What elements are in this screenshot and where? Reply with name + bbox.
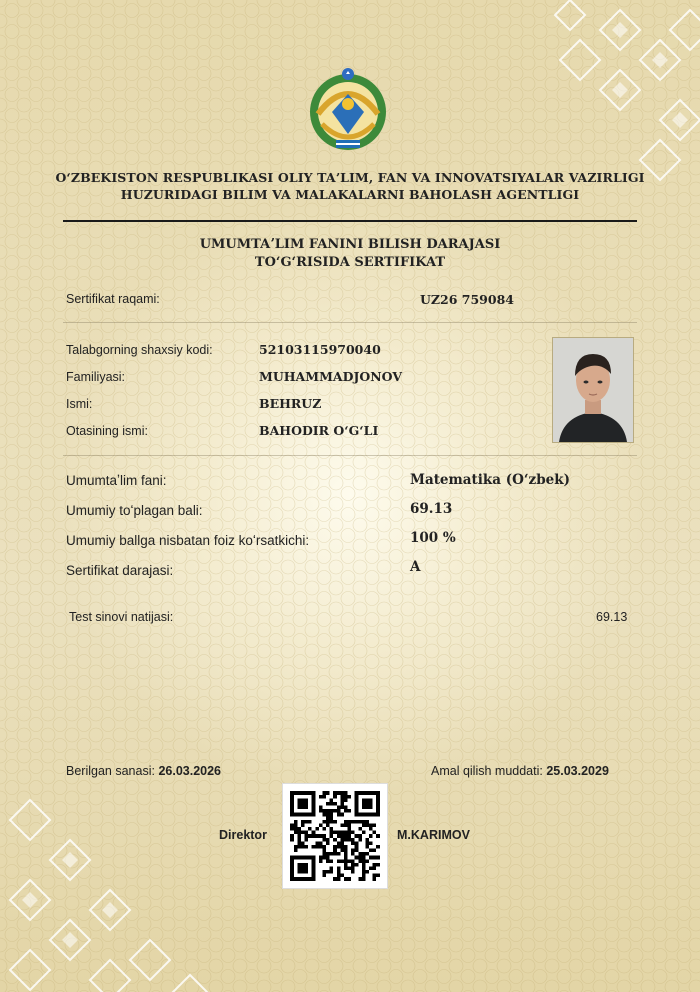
header-divider: [63, 220, 637, 222]
issue-date-label: Berilgan sanasi:: [66, 764, 155, 778]
issue-date: [66, 764, 221, 778]
total-score-label: Umumiy toʻplagan bali:: [66, 503, 203, 518]
valid-until-label: Amal qilish muddati:: [431, 764, 543, 778]
first-name-label: Ismi:: [66, 397, 93, 411]
patronymic-value: BAHODIR OʻGʻLI: [259, 423, 379, 438]
corner-ornament-bottom-left: [0, 780, 210, 992]
issue-date-value: 26.03.2026: [158, 764, 221, 778]
certificate-number-value: UZ26 759084: [420, 292, 514, 307]
valid-until-value: 25.03.2029: [546, 764, 609, 778]
subject-label: Umumtaʼlim fani:: [66, 473, 167, 488]
holder-photo: [552, 337, 634, 443]
test-result-value: 69.13: [596, 610, 628, 624]
personal-id-label: Talabgorning shaxsiy kodi:: [66, 343, 213, 357]
organization-line-1: OʻZBEKISTON RESPUBLIKASI OLIY TAʼLIM, FAN VA INNOVATSIYALAR VAZIRLIGI: [55, 170, 645, 185]
subject-value: Matematika (Oʻzbek): [410, 472, 570, 488]
percentage-value: 100 %: [410, 530, 456, 546]
organization-line-2: HUZURIDAGI BILIM VA MALAKALARNI BAHOLASH AGENTLIGI: [120, 187, 580, 202]
surname-label: Familiyasi:: [66, 370, 126, 384]
certificate-level-value: A: [410, 559, 421, 575]
director-title: Direktor: [219, 828, 267, 842]
valid-until: [431, 764, 609, 778]
surname-value: MUHAMMADJONOV: [259, 369, 403, 384]
director-name: M.KARIMOV: [397, 828, 470, 842]
personal-id-value: 52103115970040: [259, 342, 381, 357]
uzbekistan-state-emblem-icon: [302, 64, 394, 156]
certificate-title-line-1: UMUMTAʼLIM FANINI BILISH DARAJASI: [199, 237, 501, 252]
certificate-level-label: Sertifikat darajasi:: [66, 563, 174, 578]
test-result-label: Test sinovi natijasi:: [69, 610, 174, 624]
first-name-value: BEHRUZ: [259, 396, 322, 411]
qr-code-icon[interactable]: [283, 784, 387, 888]
certificate-title-line-2: TOʻGʻRISIDA SERTIFIKAT: [254, 255, 446, 270]
percentage-label: Umumiy ballga nisbatan foiz koʻrsatkichi:: [66, 533, 310, 548]
patronymic-label: Otasining ismi:: [66, 424, 148, 438]
certificate-number-label: Sertifikat raqami:: [66, 292, 160, 306]
total-score-value: 69.13: [410, 501, 453, 517]
divider: [63, 322, 637, 323]
divider: [63, 455, 637, 456]
